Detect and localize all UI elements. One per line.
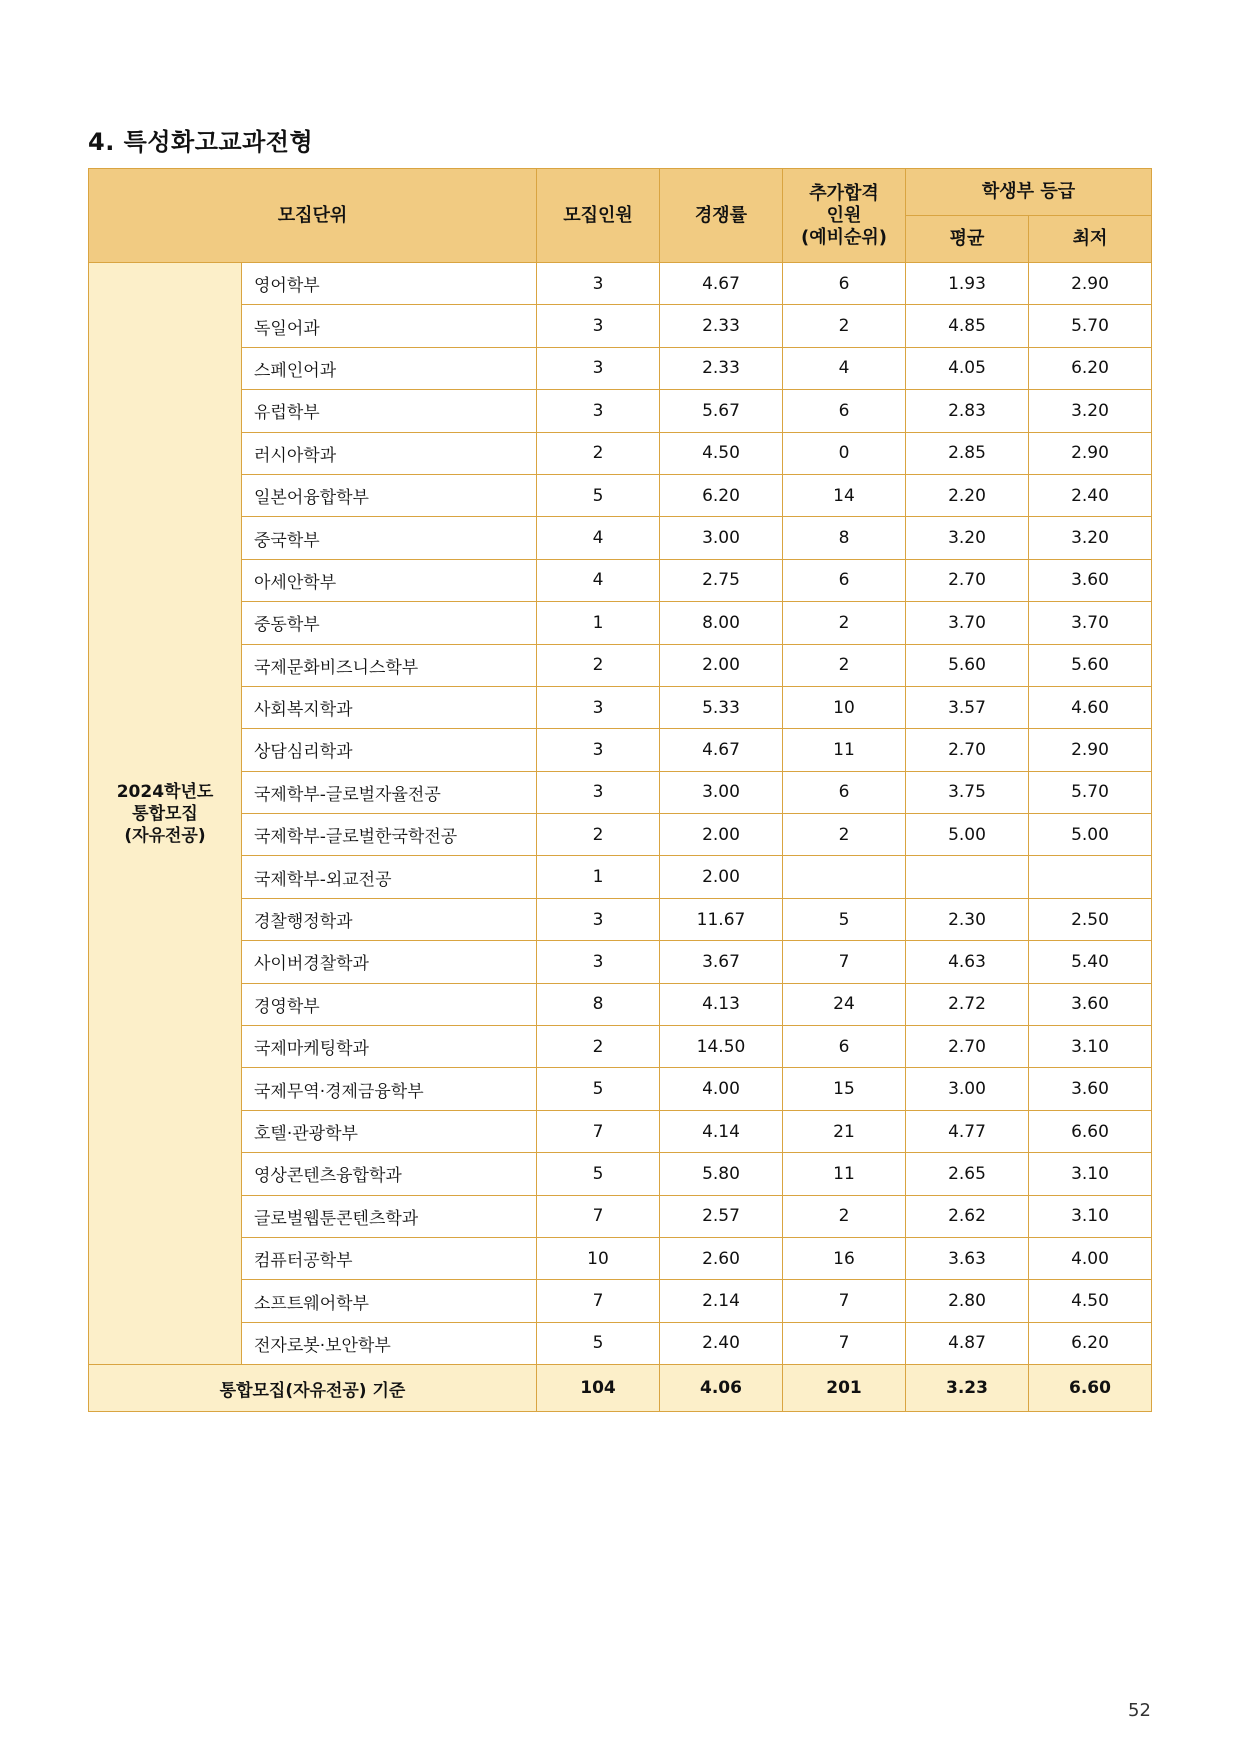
cell-extra: 6 bbox=[783, 559, 906, 601]
section-title: 4. 특성화고교과전형 bbox=[88, 128, 314, 156]
table-row bbox=[89, 1068, 1152, 1110]
cell-competition: 2.57 bbox=[660, 1195, 783, 1237]
total-competition: 4.06 bbox=[660, 1365, 783, 1412]
cell-min: 2.90 bbox=[1029, 729, 1152, 771]
cell-recruit: 3 bbox=[537, 771, 660, 813]
cell-min: 4.60 bbox=[1029, 686, 1152, 728]
header-grade: 학생부 등급 bbox=[906, 169, 1152, 216]
table-row bbox=[89, 432, 1152, 474]
cell-avg: 4.77 bbox=[906, 1110, 1029, 1152]
cell-avg: 3.20 bbox=[906, 517, 1029, 559]
unit-name: 호텔·관광학부 bbox=[242, 1110, 537, 1152]
table-row bbox=[89, 1153, 1152, 1195]
table-row bbox=[89, 1195, 1152, 1237]
cell-min: 3.70 bbox=[1029, 602, 1152, 644]
cell-competition: 3.00 bbox=[660, 517, 783, 559]
cell-extra bbox=[783, 856, 906, 898]
cell-min bbox=[1029, 856, 1152, 898]
unit-name: 사회복지학과 bbox=[242, 686, 537, 728]
cell-competition: 5.67 bbox=[660, 390, 783, 432]
cell-avg bbox=[906, 856, 1029, 898]
unit-name: 전자로봇·보안학부 bbox=[242, 1322, 537, 1364]
cell-avg: 2.83 bbox=[906, 390, 1029, 432]
table-row bbox=[89, 559, 1152, 601]
table-row bbox=[89, 390, 1152, 432]
cell-extra: 2 bbox=[783, 1195, 906, 1237]
cell-competition: 4.13 bbox=[660, 983, 783, 1025]
cell-competition: 2.33 bbox=[660, 347, 783, 389]
cell-min: 4.50 bbox=[1029, 1280, 1152, 1322]
table-row bbox=[89, 347, 1152, 389]
admission-results-table bbox=[88, 168, 1152, 1412]
cell-recruit: 3 bbox=[537, 305, 660, 347]
cell-min: 6.20 bbox=[1029, 1322, 1152, 1364]
cell-avg: 4.63 bbox=[906, 941, 1029, 983]
cell-competition: 6.20 bbox=[660, 474, 783, 516]
cell-min: 3.10 bbox=[1029, 1026, 1152, 1068]
cell-recruit: 5 bbox=[537, 1153, 660, 1195]
cell-extra: 16 bbox=[783, 1237, 906, 1279]
unit-name: 사이버경찰학과 bbox=[242, 941, 537, 983]
table-row bbox=[89, 263, 1152, 305]
cell-recruit: 3 bbox=[537, 729, 660, 771]
cell-recruit: 3 bbox=[537, 941, 660, 983]
cell-extra: 2 bbox=[783, 602, 906, 644]
table-row bbox=[89, 686, 1152, 728]
cell-competition: 2.75 bbox=[660, 559, 783, 601]
cell-extra: 4 bbox=[783, 347, 906, 389]
cell-competition: 5.33 bbox=[660, 686, 783, 728]
cell-avg: 5.00 bbox=[906, 814, 1029, 856]
table-row bbox=[89, 856, 1152, 898]
unit-name: 국제무역·경제금융학부 bbox=[242, 1068, 537, 1110]
table-row bbox=[89, 1110, 1152, 1152]
table-row bbox=[89, 644, 1152, 686]
cell-extra: 7 bbox=[783, 1280, 906, 1322]
unit-name: 상담심리학과 bbox=[242, 729, 537, 771]
cell-min: 3.20 bbox=[1029, 517, 1152, 559]
cell-extra: 21 bbox=[783, 1110, 906, 1152]
cell-competition: 2.00 bbox=[660, 856, 783, 898]
cell-recruit: 3 bbox=[537, 347, 660, 389]
cell-competition: 11.67 bbox=[660, 898, 783, 940]
unit-name: 중국학부 bbox=[242, 517, 537, 559]
unit-name: 유럽학부 bbox=[242, 390, 537, 432]
unit-name: 영어학부 bbox=[242, 263, 537, 305]
cell-competition: 14.50 bbox=[660, 1026, 783, 1068]
cell-recruit: 7 bbox=[537, 1110, 660, 1152]
cell-competition: 2.60 bbox=[660, 1237, 783, 1279]
cell-min: 5.00 bbox=[1029, 814, 1152, 856]
unit-name: 중동학부 bbox=[242, 602, 537, 644]
cell-extra: 5 bbox=[783, 898, 906, 940]
unit-name: 경찰행정학과 bbox=[242, 898, 537, 940]
cell-competition: 4.00 bbox=[660, 1068, 783, 1110]
cell-competition: 2.00 bbox=[660, 814, 783, 856]
cell-extra: 6 bbox=[783, 1026, 906, 1068]
cell-extra: 2 bbox=[783, 644, 906, 686]
total-avg: 3.23 bbox=[906, 1365, 1029, 1412]
cell-min: 3.10 bbox=[1029, 1153, 1152, 1195]
page-number: 52 bbox=[1128, 1700, 1151, 1721]
cell-min: 6.60 bbox=[1029, 1110, 1152, 1152]
table-body bbox=[89, 263, 1152, 1365]
unit-name: 소프트웨어학부 bbox=[242, 1280, 537, 1322]
cell-competition: 5.80 bbox=[660, 1153, 783, 1195]
cell-recruit: 3 bbox=[537, 686, 660, 728]
cell-competition: 4.50 bbox=[660, 432, 783, 474]
cell-competition: 3.67 bbox=[660, 941, 783, 983]
cell-avg: 2.65 bbox=[906, 1153, 1029, 1195]
cell-recruit: 5 bbox=[537, 474, 660, 516]
cell-avg: 4.05 bbox=[906, 347, 1029, 389]
cell-avg: 4.87 bbox=[906, 1322, 1029, 1364]
cell-extra: 6 bbox=[783, 771, 906, 813]
cell-recruit: 2 bbox=[537, 432, 660, 474]
cell-avg: 3.57 bbox=[906, 686, 1029, 728]
total-min: 6.60 bbox=[1029, 1365, 1152, 1412]
cell-min: 6.20 bbox=[1029, 347, 1152, 389]
unit-name: 아세안학부 bbox=[242, 559, 537, 601]
cell-min: 5.70 bbox=[1029, 771, 1152, 813]
table-row bbox=[89, 941, 1152, 983]
group-label: 2024학년도 통합모집 (자유전공) bbox=[89, 263, 242, 1365]
cell-competition: 2.14 bbox=[660, 1280, 783, 1322]
cell-min: 2.40 bbox=[1029, 474, 1152, 516]
cell-extra: 2 bbox=[783, 305, 906, 347]
unit-name: 일본어융합학부 bbox=[242, 474, 537, 516]
cell-extra: 6 bbox=[783, 263, 906, 305]
cell-recruit: 2 bbox=[537, 814, 660, 856]
unit-name: 글로벌웹툰콘텐츠학과 bbox=[242, 1195, 537, 1237]
table-row bbox=[89, 1280, 1152, 1322]
cell-recruit: 1 bbox=[537, 856, 660, 898]
header-min: 최저 bbox=[1029, 216, 1152, 263]
cell-extra: 8 bbox=[783, 517, 906, 559]
cell-min: 3.60 bbox=[1029, 559, 1152, 601]
cell-extra: 2 bbox=[783, 814, 906, 856]
unit-name: 독일어과 bbox=[242, 305, 537, 347]
cell-recruit: 7 bbox=[537, 1195, 660, 1237]
table-row bbox=[89, 1237, 1152, 1279]
cell-competition: 2.40 bbox=[660, 1322, 783, 1364]
table-row bbox=[89, 898, 1152, 940]
cell-competition: 2.33 bbox=[660, 305, 783, 347]
cell-competition: 4.67 bbox=[660, 729, 783, 771]
cell-extra: 15 bbox=[783, 1068, 906, 1110]
cell-avg: 2.62 bbox=[906, 1195, 1029, 1237]
cell-min: 3.60 bbox=[1029, 1068, 1152, 1110]
cell-competition: 8.00 bbox=[660, 602, 783, 644]
cell-extra: 0 bbox=[783, 432, 906, 474]
cell-avg: 2.80 bbox=[906, 1280, 1029, 1322]
unit-name: 국제마케팅학과 bbox=[242, 1026, 537, 1068]
cell-extra: 7 bbox=[783, 941, 906, 983]
cell-avg: 5.60 bbox=[906, 644, 1029, 686]
cell-extra: 24 bbox=[783, 983, 906, 1025]
cell-recruit: 5 bbox=[537, 1322, 660, 1364]
cell-competition: 3.00 bbox=[660, 771, 783, 813]
cell-avg: 2.30 bbox=[906, 898, 1029, 940]
cell-avg: 2.72 bbox=[906, 983, 1029, 1025]
table-row bbox=[89, 602, 1152, 644]
total-recruit: 104 bbox=[537, 1365, 660, 1412]
cell-avg: 2.85 bbox=[906, 432, 1029, 474]
table-row bbox=[89, 771, 1152, 813]
cell-competition: 4.67 bbox=[660, 263, 783, 305]
cell-min: 2.90 bbox=[1029, 432, 1152, 474]
total-row bbox=[89, 1365, 1152, 1412]
table-row bbox=[89, 814, 1152, 856]
cell-avg: 2.70 bbox=[906, 729, 1029, 771]
unit-name: 러시아학과 bbox=[242, 432, 537, 474]
cell-extra: 6 bbox=[783, 390, 906, 432]
table-row bbox=[89, 305, 1152, 347]
header-avg: 평균 bbox=[906, 216, 1029, 263]
cell-min: 5.60 bbox=[1029, 644, 1152, 686]
unit-name: 국제문화비즈니스학부 bbox=[242, 644, 537, 686]
cell-recruit: 4 bbox=[537, 559, 660, 601]
cell-competition: 4.14 bbox=[660, 1110, 783, 1152]
cell-avg: 2.20 bbox=[906, 474, 1029, 516]
unit-name: 국제학부-글로벌한국학전공 bbox=[242, 814, 537, 856]
cell-extra: 7 bbox=[783, 1322, 906, 1364]
table-row bbox=[89, 517, 1152, 559]
cell-min: 5.40 bbox=[1029, 941, 1152, 983]
cell-avg: 3.75 bbox=[906, 771, 1029, 813]
cell-recruit: 3 bbox=[537, 263, 660, 305]
cell-recruit: 3 bbox=[537, 390, 660, 432]
cell-recruit: 10 bbox=[537, 1237, 660, 1279]
cell-extra: 10 bbox=[783, 686, 906, 728]
cell-min: 3.20 bbox=[1029, 390, 1152, 432]
cell-recruit: 5 bbox=[537, 1068, 660, 1110]
cell-recruit: 7 bbox=[537, 1280, 660, 1322]
cell-avg: 3.63 bbox=[906, 1237, 1029, 1279]
cell-recruit: 2 bbox=[537, 1026, 660, 1068]
cell-recruit: 1 bbox=[537, 602, 660, 644]
cell-min: 4.00 bbox=[1029, 1237, 1152, 1279]
cell-avg: 2.70 bbox=[906, 1026, 1029, 1068]
header-unit: 모집단위 bbox=[89, 169, 537, 263]
table-row bbox=[89, 983, 1152, 1025]
header-extra: 추가합격 인원 (예비순위) bbox=[783, 169, 906, 263]
header-competition: 경쟁률 bbox=[660, 169, 783, 263]
cell-min: 3.10 bbox=[1029, 1195, 1152, 1237]
cell-avg: 1.93 bbox=[906, 263, 1029, 305]
table-row bbox=[89, 729, 1152, 771]
cell-competition: 2.00 bbox=[660, 644, 783, 686]
cell-recruit: 8 bbox=[537, 983, 660, 1025]
cell-recruit: 4 bbox=[537, 517, 660, 559]
unit-name: 컴퓨터공학부 bbox=[242, 1237, 537, 1279]
unit-name: 영상콘텐츠융합학과 bbox=[242, 1153, 537, 1195]
cell-min: 2.90 bbox=[1029, 263, 1152, 305]
cell-extra: 11 bbox=[783, 1153, 906, 1195]
header-recruit: 모집인원 bbox=[537, 169, 660, 263]
unit-name: 경영학부 bbox=[242, 983, 537, 1025]
cell-min: 3.60 bbox=[1029, 983, 1152, 1025]
unit-name: 국제학부-외교전공 bbox=[242, 856, 537, 898]
cell-recruit: 2 bbox=[537, 644, 660, 686]
total-extra: 201 bbox=[783, 1365, 906, 1412]
table-row bbox=[89, 1026, 1152, 1068]
unit-name: 국제학부-글로벌자율전공 bbox=[242, 771, 537, 813]
table-row bbox=[89, 1322, 1152, 1364]
cell-min: 5.70 bbox=[1029, 305, 1152, 347]
cell-avg: 2.70 bbox=[906, 559, 1029, 601]
cell-min: 2.50 bbox=[1029, 898, 1152, 940]
cell-avg: 4.85 bbox=[906, 305, 1029, 347]
cell-extra: 11 bbox=[783, 729, 906, 771]
table-row bbox=[89, 474, 1152, 516]
cell-avg: 3.00 bbox=[906, 1068, 1029, 1110]
total-label: 통합모집(자유전공) 기준 bbox=[89, 1365, 537, 1412]
cell-extra: 14 bbox=[783, 474, 906, 516]
unit-name: 스페인어과 bbox=[242, 347, 537, 389]
cell-recruit: 3 bbox=[537, 898, 660, 940]
cell-avg: 3.70 bbox=[906, 602, 1029, 644]
